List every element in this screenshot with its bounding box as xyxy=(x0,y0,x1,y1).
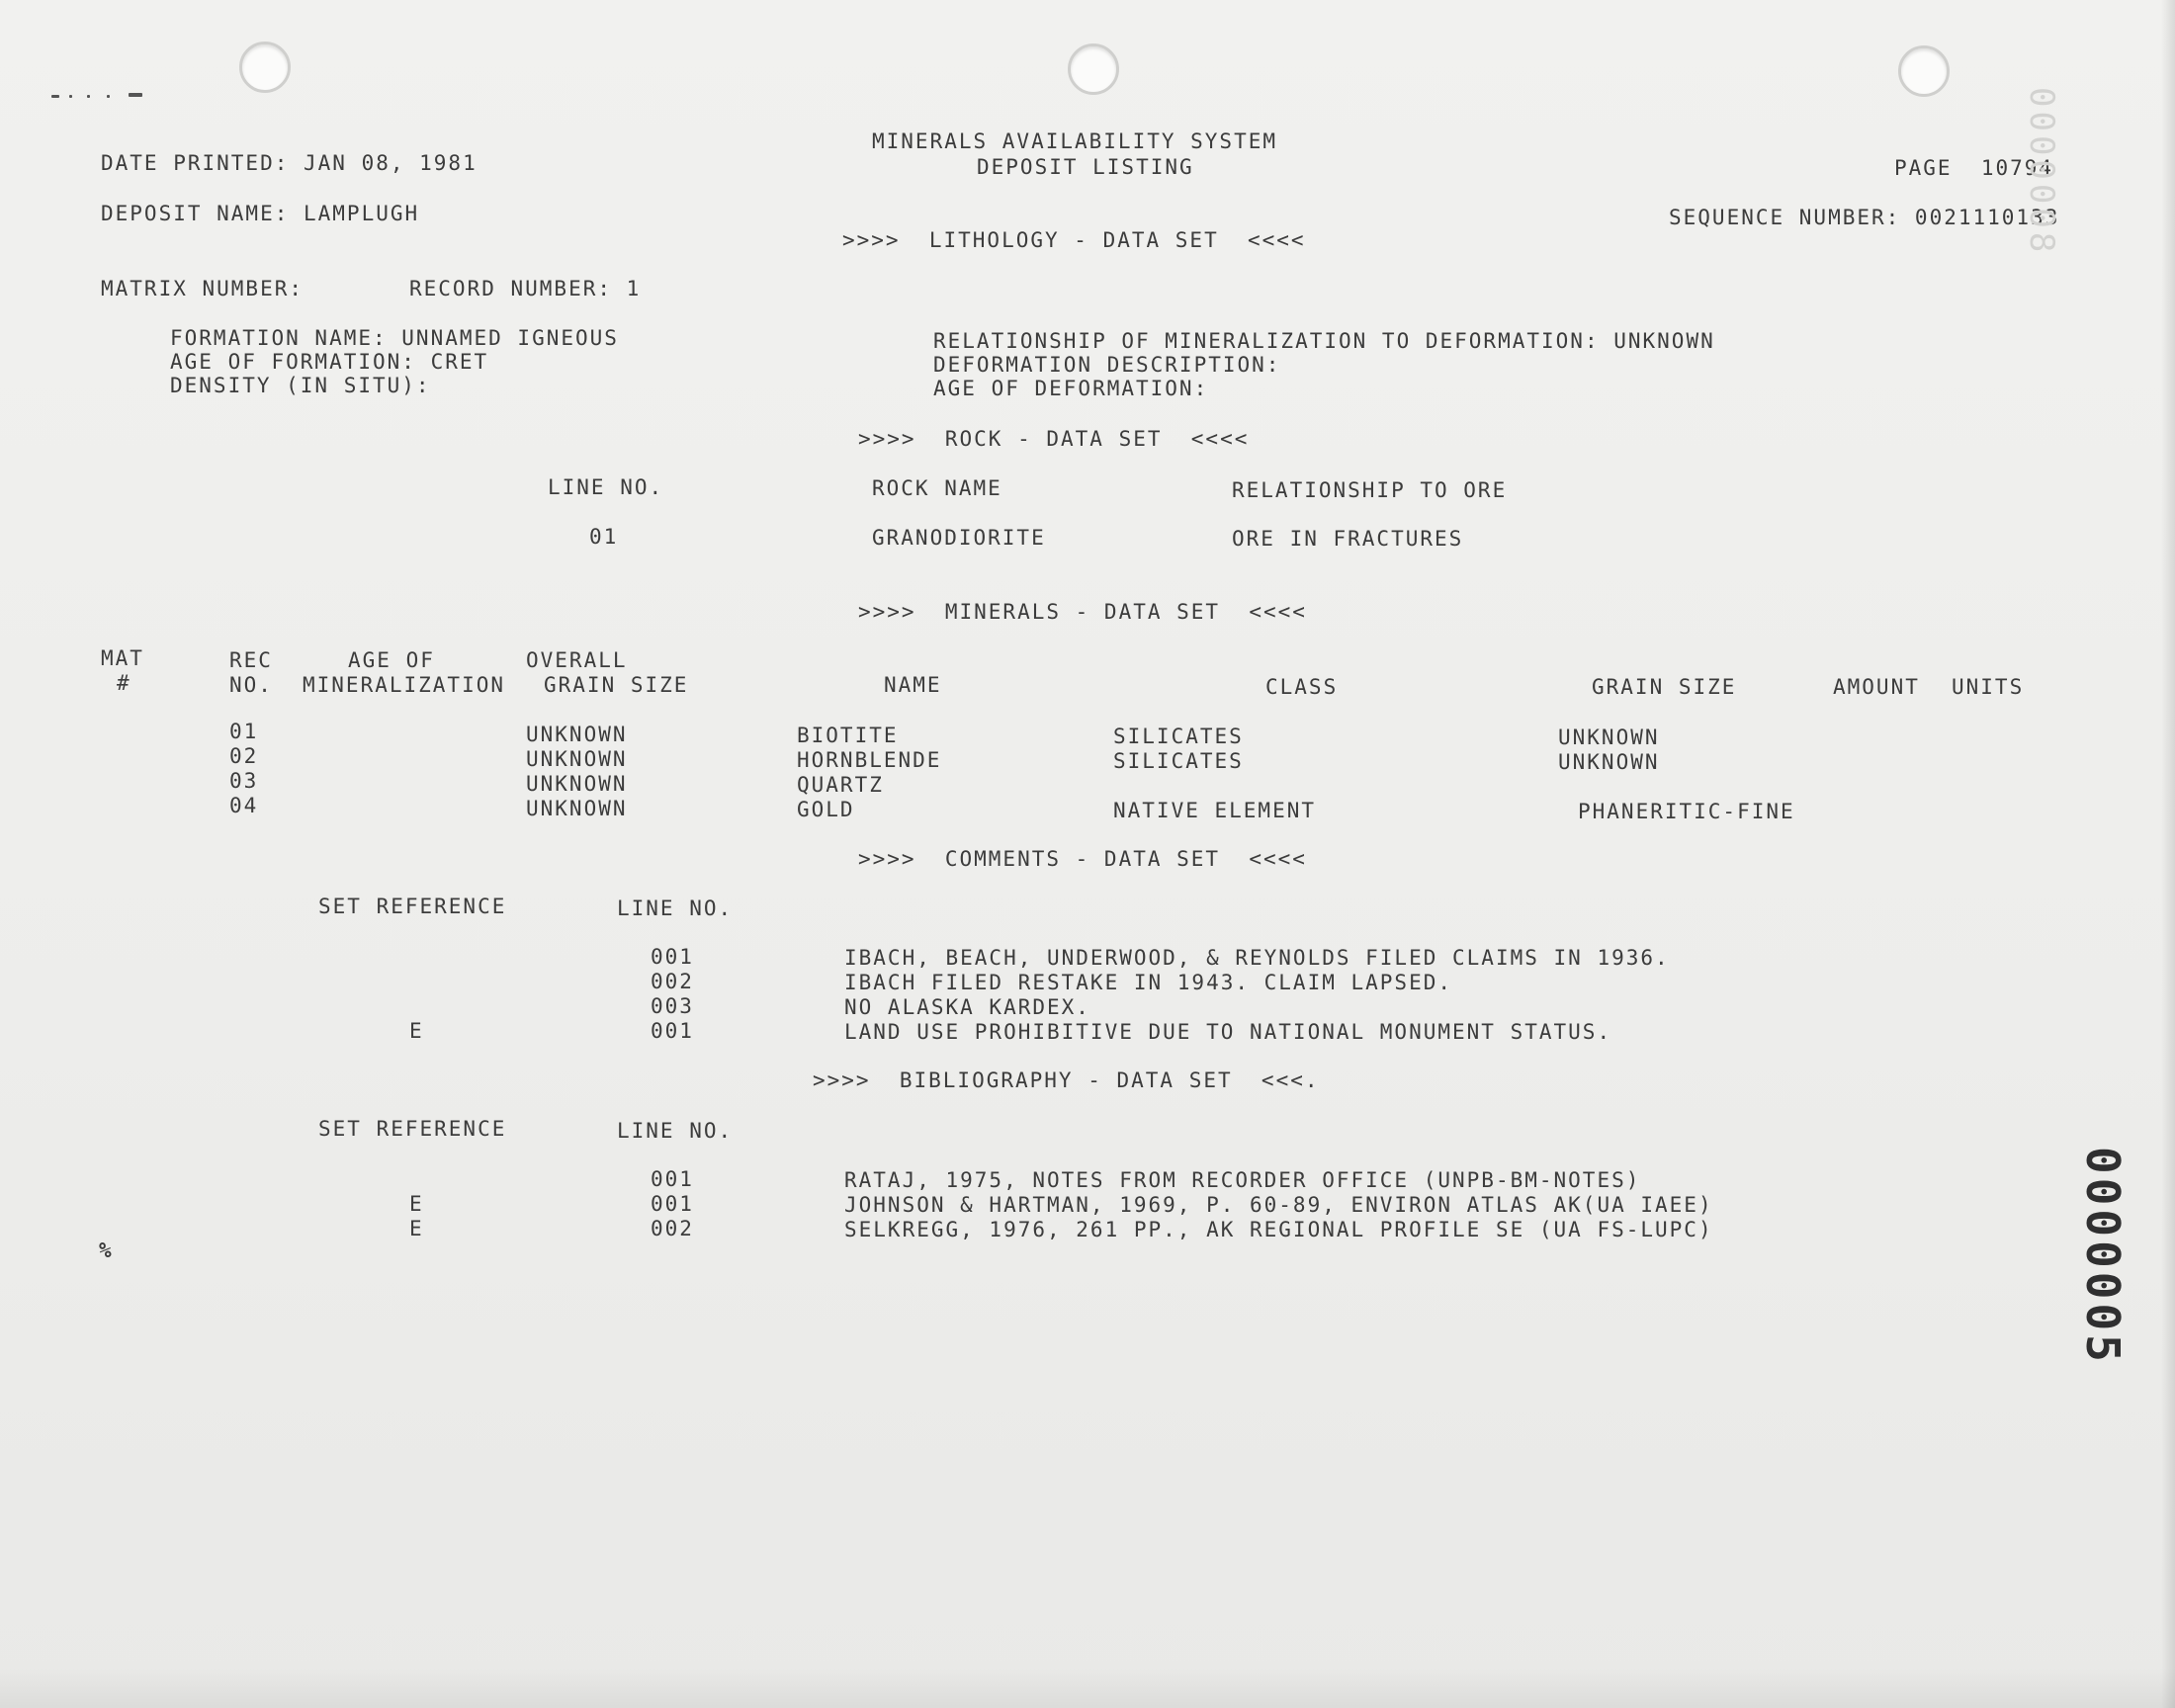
density: DENSITY (IN SITU): xyxy=(170,374,431,397)
minerals-header-age: AGE OF xyxy=(348,648,435,672)
page-bottom-shadow xyxy=(0,1668,2175,1708)
minerals-header-amount: AMOUNT xyxy=(1833,675,1920,699)
ink-speck xyxy=(87,95,90,98)
mineral-row-rec: 03 xyxy=(229,769,259,793)
rock-row-line-no: 01 xyxy=(589,525,619,549)
matrix-number: MATRIX NUMBER: xyxy=(101,277,304,300)
mineral-row-class: NATIVE ELEMENT xyxy=(1113,799,1317,822)
minerals-header-mat: MAT xyxy=(101,646,144,670)
mineral-row-grain-size: UNKNOWN xyxy=(1558,726,1660,749)
comment-text: NO ALASKA KARDEX. xyxy=(844,995,1090,1019)
rock-header-relationship: RELATIONSHIP TO ORE xyxy=(1232,478,1508,502)
bibliography-text: SELKREGG, 1976, 261 PP., AK REGIONAL PROFILE SE (UA FS-LUPC) xyxy=(844,1218,1713,1241)
mineral-row-name: QUARTZ xyxy=(797,773,884,797)
mineral-row-rec: 01 xyxy=(229,720,259,743)
minerals-header-grain-size-overall: GRAIN SIZE xyxy=(544,673,689,697)
page-number: PAGE 10794 xyxy=(1894,156,2054,180)
bibliography-line-no: 002 xyxy=(651,1217,694,1240)
lithology-section-title: >>>> LITHOLOGY - DATA SET <<<< xyxy=(842,228,1306,252)
ink-speck xyxy=(69,95,72,98)
age-of-deformation: AGE OF DEFORMATION: xyxy=(933,377,1209,400)
mineral-row-overall: UNKNOWN xyxy=(526,723,628,746)
age-of-formation: AGE OF FORMATION: CRET xyxy=(170,350,489,374)
rock-section-title: >>>> ROCK - DATA SET <<<< xyxy=(858,427,1250,451)
bibliography-set-reference: E xyxy=(409,1217,424,1240)
page-edge-shadow xyxy=(2161,0,2175,1708)
punch-hole-left xyxy=(239,42,291,93)
comment-line-no: 003 xyxy=(651,994,694,1018)
minerals-section-title: >>>> MINERALS - DATA SET <<<< xyxy=(858,600,1307,624)
frame-number-stamp: 0000005 xyxy=(2076,1147,2130,1366)
minerals-header-rec-no: NO. xyxy=(229,673,273,697)
mineral-row-overall: UNKNOWN xyxy=(526,747,628,771)
minerals-header-mat-hash: # xyxy=(117,671,131,695)
bibliography-line-no: 001 xyxy=(651,1167,694,1191)
listing-title: DEPOSIT LISTING xyxy=(977,155,1194,179)
bibliography-section-title: >>>> BIBLIOGRAPHY - DATA SET <<<. xyxy=(813,1068,1320,1092)
comment-text: IBACH FILED RESTAKE IN 1943. CLAIM LAPSED. xyxy=(844,971,1453,994)
end-of-listing-mark: % xyxy=(99,1238,114,1262)
date-printed: DATE PRINTED: JAN 08, 1981 xyxy=(101,151,478,175)
relationship-to-deformation: RELATIONSHIP OF MINERALIZATION TO DEFORMATION: UNKNOWN xyxy=(933,329,1715,353)
bibliography-text: RATAJ, 1975, NOTES FROM RECORDER OFFICE (UNPB-BM-NOTES) xyxy=(844,1168,1641,1192)
ink-speck xyxy=(51,95,59,98)
bibliography-line-no: 001 xyxy=(651,1192,694,1216)
minerals-header-overall: OVERALL xyxy=(526,648,628,672)
punch-hole-center xyxy=(1068,43,1119,95)
rock-row-relationship: ORE IN FRACTURES xyxy=(1232,527,1464,551)
comment-line-no: 002 xyxy=(651,970,694,993)
ink-speck xyxy=(107,95,110,98)
minerals-header-mineralization: MINERALIZATION xyxy=(303,673,506,697)
ink-speck xyxy=(129,93,142,97)
deformation-description: DEFORMATION DESCRIPTION: xyxy=(933,353,1281,377)
comments-section-title: >>>> COMMENTS - DATA SET <<<< xyxy=(858,847,1307,871)
mineral-row-name: GOLD xyxy=(797,798,855,821)
minerals-header-rec: REC xyxy=(229,648,273,672)
bibliography-text: JOHNSON & HARTMAN, 1969, P. 60-89, ENVIRON ATLAS AK(UA IAEE) xyxy=(844,1193,1713,1217)
minerals-header-units: UNITS xyxy=(1952,675,2025,699)
comments-header-set-reference: SET REFERENCE xyxy=(318,895,507,918)
formation-name: FORMATION NAME: UNNAMED IGNEOUS xyxy=(170,326,619,350)
mineral-row-overall: UNKNOWN xyxy=(526,772,628,796)
mineral-row-grain-size: PHANERITIC-FINE xyxy=(1578,800,1795,823)
comment-set-reference: E xyxy=(409,1019,424,1043)
deposit-name: DEPOSIT NAME: LAMPLUGH xyxy=(101,202,420,225)
sequence-number: SEQUENCE NUMBER: 0021110133 xyxy=(1669,206,2060,229)
mineral-row-grain-size: UNKNOWN xyxy=(1558,750,1660,774)
mineral-row-rec: 04 xyxy=(229,794,259,817)
rock-header-line-no: LINE NO. xyxy=(548,475,664,499)
system-title: MINERALS AVAILABILITY SYSTEM xyxy=(872,129,1278,153)
mineral-row-name: BIOTITE xyxy=(797,724,899,747)
mineral-row-rec: 02 xyxy=(229,744,259,768)
minerals-header-class: CLASS xyxy=(1265,675,1339,699)
mineral-row-class: SILICATES xyxy=(1113,749,1244,773)
mineral-row-name: HORNBLENDE xyxy=(797,748,942,772)
minerals-header-grain-size: GRAIN SIZE xyxy=(1592,675,1737,699)
minerals-header-name: NAME xyxy=(884,673,942,697)
comment-text: IBACH, BEACH, UNDERWOOD, & REYNOLDS FILED CLAIMS IN 1936. xyxy=(844,946,1670,970)
comment-line-no: 001 xyxy=(651,945,694,969)
mineral-row-class: SILICATES xyxy=(1113,725,1244,748)
mineral-row-overall: UNKNOWN xyxy=(526,797,628,820)
comments-header-line-no: LINE NO. xyxy=(617,897,734,920)
rock-row-rock-name: GRANODIORITE xyxy=(872,526,1046,550)
bibliography-header-set-reference: SET REFERENCE xyxy=(318,1117,507,1141)
comment-text: LAND USE PROHIBITIVE DUE TO NATIONAL MONUMENT STATUS. xyxy=(844,1020,1612,1044)
faint-frame-number-stamp: 0000008 xyxy=(2022,87,2061,257)
bibliography-set-reference: E xyxy=(409,1192,424,1216)
record-number: RECORD NUMBER: 1 xyxy=(409,277,642,300)
comment-line-no: 001 xyxy=(651,1019,694,1043)
bibliography-header-line-no: LINE NO. xyxy=(617,1119,734,1143)
punch-hole-right xyxy=(1898,45,1950,97)
rock-header-rock-name: ROCK NAME xyxy=(872,476,1002,500)
